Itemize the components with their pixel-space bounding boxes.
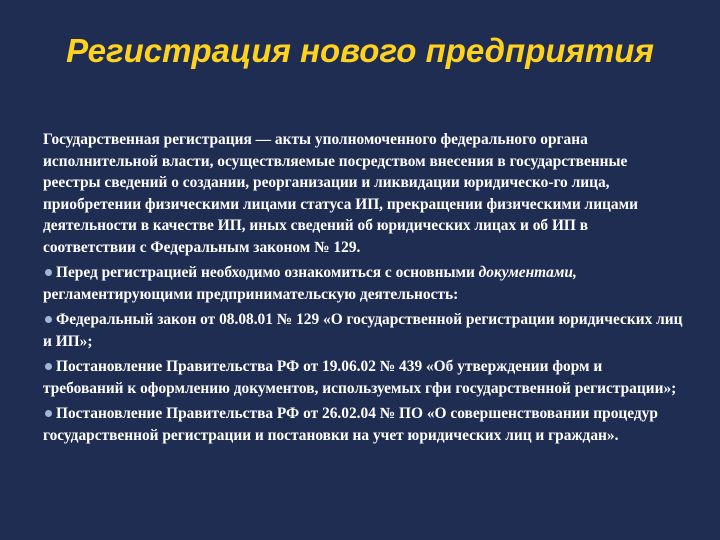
bullet-text: Постановление Правительства РФ от 19.06.02 № 439 «Об утверждении форм и требований к оформлению документов, используемых гфи государственной регистрации»; [43, 358, 677, 397]
bullet-dot-icon [45, 410, 52, 417]
bullet-text-post: регламентирующими предпринимательскую деятельность: [43, 285, 459, 303]
slide-title: Регистрация нового предприятия [66, 32, 654, 69]
bullet-dot-icon [45, 316, 52, 323]
definition-paragraph: Государственная регистрация — акты уполномоченного федерального органа исполнительной власти, осуществляемые посредством внесения в государственные реестры сведений о создании, реорганизации и ликвидации юридическо-го лица, приобретении физическими лицами статуса ИП, прекращении физическими лицами деятельности в качестве ИП, иных сведений об юридических лицах и об ИП в соответствии с Федеральным законом № 129. [43, 131, 638, 256]
bullet-item-documents [43, 262, 683, 305]
bullet-text: Федеральный закон от 08.08.01 № 129 «О государственной регистрации юридических лиц и ИП»; [43, 311, 683, 350]
bullet-item-resolution-439 [43, 356, 683, 399]
bullet-text-emphasis: документами, [478, 264, 577, 281]
slide-body [43, 129, 683, 450]
bullet-dot-icon [45, 363, 52, 370]
bullet-text-pre: Перед регистрацией необходимо ознакомиться с основными [56, 264, 479, 281]
bullet-dot-icon [45, 269, 52, 276]
bullet-text: Постановление Правительства РФ от 26.02.04 № ПО «О совершенствовании процедур государственной регистрации и постановки на учет юридических лиц и граждан». [43, 405, 658, 444]
bullet-item-federal-law [43, 309, 683, 352]
bullet-item-resolution-po [43, 403, 683, 446]
